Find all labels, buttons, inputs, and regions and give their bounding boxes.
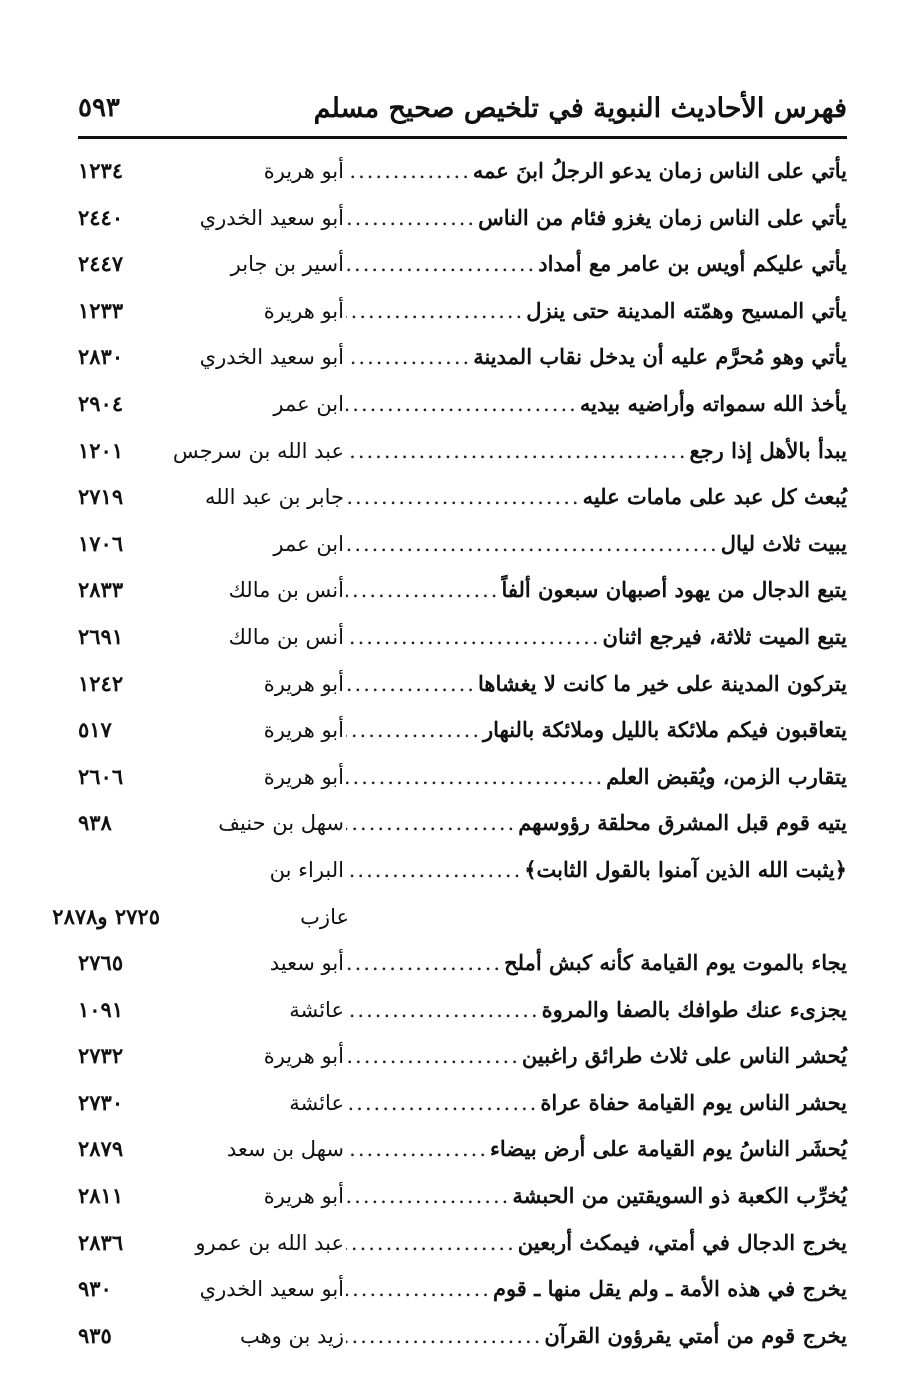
narrator-name: عبد الله بن سرجس (172, 438, 344, 463)
hadith-text: يأتي على الناس زمان يدعو الرجلُ ابنَ عمه (472, 158, 847, 183)
hadith-text: يأخذ الله سمواته وأراضيه بيديه (579, 390, 847, 416)
leader-dots (346, 288, 524, 334)
hadith-number: ٢٦٩١ (78, 623, 124, 649)
hadith-index-list (52, 148, 847, 1359)
hadith-text: يجاء بالموت يوم القيامة كأنه كبش أملح (504, 950, 847, 976)
hadith-number: ٩٣٨ (78, 810, 112, 836)
hadith-text: يخرج الدجال في أمتي، فيمكث أربعين (517, 1229, 847, 1255)
index-row (78, 474, 847, 521)
narrator-name: البراء بن (269, 857, 344, 882)
narrator-name: أنس بن مالك (228, 578, 344, 603)
narrator-name: عازب (300, 904, 349, 929)
hadith-text: يُخرِّب الكعبة ذو السويقتين من الحبشة (512, 1183, 847, 1209)
leader-dots (346, 1313, 542, 1359)
hadith-number: ٢٧٦٥ (78, 950, 124, 976)
narrator-name: أبو هريرة (263, 298, 344, 323)
narrator-name: أبو هريرة (263, 671, 344, 696)
hadith-text: يأتي المسيح وهمّته المدينة حتى ينزل (526, 297, 847, 323)
leader-dots (346, 1173, 510, 1219)
index-row (78, 847, 847, 894)
hadith-number: ٥١٧ (78, 717, 112, 743)
narrator-name: عائشة (289, 997, 344, 1022)
index-row (78, 1033, 847, 1080)
narrator-name: أبو سعيد الخدري (199, 205, 344, 230)
page-header (78, 86, 847, 130)
hadith-number: ٩٣٥ (78, 1322, 112, 1348)
hadith-number: ٢٨١١ (78, 1183, 124, 1209)
leader-dots (346, 614, 601, 660)
leader-dots (346, 148, 471, 194)
hadith-number: ٢٦٠٦ (78, 763, 124, 789)
narrator-name: أبو سعيد (269, 951, 344, 976)
index-row (78, 1266, 847, 1313)
narrator-name: أبو هريرة (263, 1184, 344, 1209)
index-row (78, 195, 847, 242)
page-number: ٥٩٣ (78, 93, 120, 123)
leader-dots (346, 1033, 520, 1079)
narrator-name: أبو سعيد الخدري (199, 1277, 344, 1302)
hadith-text: يتعاقبون فيكم ملائكة بالليل وملائكة بالنهار (483, 717, 847, 743)
index-row (78, 754, 847, 801)
leader-dots (346, 1080, 538, 1126)
index-row (78, 940, 847, 987)
index-row (78, 1173, 847, 1220)
index-row (52, 894, 847, 941)
index-row (78, 1220, 847, 1267)
hadith-text: يتقارب الزمن، ويُقبض العلم (606, 763, 847, 789)
hadith-number: ١٢٣٤ (78, 158, 124, 183)
leader-dots (346, 241, 536, 287)
narrator-name: أبو سعيد الخدري (199, 345, 344, 370)
leader-dots (346, 334, 471, 380)
narrator-name: سهل بن سعد (226, 1137, 344, 1162)
index-row (78, 661, 847, 708)
leader-dots (346, 987, 540, 1033)
narrator-name: سهل بن حنيف (218, 811, 344, 836)
hadith-text: يتبع الميت ثلاثة، فيرجع اثنان (602, 623, 847, 649)
hadith-text: ﴿يثبت الله الذين آمنوا بالقول الثابت﴾ (524, 856, 847, 882)
hadith-text: يخرج قوم من أمتي يقرؤون القرآن (544, 1322, 847, 1348)
narrator-name: أسير بن جابر (230, 252, 344, 277)
leader-dots (346, 754, 604, 800)
leader-dots (346, 1266, 491, 1312)
narrator-name: أبو هريرة (263, 764, 344, 789)
hadith-text: يحشر الناس يوم القيامة حفاة عراة (540, 1089, 847, 1115)
hadith-number: ٢٧١٩ (78, 484, 124, 510)
leader-dots (346, 1126, 488, 1172)
leader-dots (346, 521, 719, 567)
hadith-text: يتيه قوم قبل المشرق محلقة رؤوسهم (518, 810, 847, 836)
narrator-name: أبو هريرة (263, 159, 344, 183)
page-title: فهرس الأحاديث النبوية في تلخيص صحيح مسلم (313, 92, 847, 124)
index-row (78, 1080, 847, 1127)
hadith-number: ٢٨٣٣ (78, 577, 124, 603)
hadith-text: يبدأ بالأهل إذا رجع (689, 437, 847, 463)
hadith-number: ١٢٤٢ (78, 670, 124, 696)
hadith-text: يأتي على الناس زمان يغزو فئام من الناس (478, 204, 847, 230)
narrator-name: عبد الله بن عمرو (195, 1230, 344, 1255)
hadith-number: ١٢٠١ (78, 437, 124, 463)
hadith-number: ١٢٣٣ (78, 297, 124, 323)
hadith-number: ٢٤٤٠ (78, 204, 124, 230)
narrator-name: أبو هريرة (263, 718, 344, 743)
narrator-name: زيد بن وهب (239, 1323, 344, 1348)
index-row (78, 567, 847, 614)
hadith-number: ٢٨٧٩ (78, 1136, 124, 1162)
leader-dots (346, 940, 502, 986)
narrator-name: جابر بن عبد الله (204, 485, 344, 510)
hadith-number: ٢٧٣٢ (78, 1043, 124, 1069)
leader-dots (346, 381, 578, 427)
narrator-name: ابن عمر (273, 391, 344, 416)
leader-dots (346, 800, 516, 846)
hadith-text: يأتي وهو مُحرَّم عليه أن يدخل نقاب المدينة (473, 344, 847, 370)
narrator-name: أبو هريرة (263, 1044, 344, 1069)
leader-dots (346, 474, 581, 520)
hadith-number: ٢٩٠٤ (78, 390, 124, 416)
index-row (78, 428, 847, 475)
leader-dots (346, 567, 499, 613)
leader-dots (346, 661, 476, 707)
index-row (78, 241, 847, 288)
leader-dots (346, 1220, 516, 1266)
hadith-number: ٢٨٣٦ (78, 1229, 124, 1255)
hadith-number: ٢٨٣٠ (78, 344, 124, 370)
leader-dots (346, 195, 476, 241)
hadith-number: ٢٧٢٥ و٢٨٧٨ (52, 903, 160, 929)
index-row (78, 614, 847, 661)
narrator-name: أنس بن مالك (228, 624, 344, 649)
index-row (78, 987, 847, 1034)
leader-dots (174, 894, 175, 940)
index-row (78, 800, 847, 847)
index-row (78, 148, 847, 195)
hadith-number: ١٧٠٦ (78, 530, 124, 556)
index-row (78, 1313, 847, 1360)
narrator-name: ابن عمر (273, 531, 344, 556)
hadith-text: يُحشر الناس على ثلاث طرائق راغبين (521, 1043, 847, 1069)
hadith-text: يُحشَر الناسُ يوم القيامة على أرض بيضاء (490, 1136, 847, 1162)
hadith-text: يتبع الدجال من يهود أصبهان سبعون ألفاً (501, 577, 847, 603)
index-row (78, 288, 847, 335)
hadith-number: ٩٣٠ (78, 1276, 112, 1302)
hadith-text: يتركون المدينة على خير ما كانت لا يغشاها (477, 670, 847, 696)
hadith-number: ١٠٩١ (78, 996, 124, 1022)
hadith-text: يخرج في هذه الأمة ـ ولم يقل منها ـ قوم (492, 1276, 847, 1302)
index-row (78, 707, 847, 754)
narrator-name: عائشة (289, 1090, 344, 1115)
index-row (78, 1126, 847, 1173)
hadith-text: يجزىء عنك طوافك بالصفا والمروة (541, 996, 847, 1022)
index-row (78, 521, 847, 568)
index-row (78, 381, 847, 428)
index-row (78, 334, 847, 381)
leader-dots (346, 707, 481, 753)
hadith-text: يُبعث كل عبد على مامات عليه (582, 484, 847, 510)
header-rule (78, 136, 847, 139)
leader-dots (346, 847, 522, 893)
hadith-number: ٢٤٤٧ (78, 251, 124, 277)
hadith-text: يأتي عليكم أويس بن عامر مع أمداد (538, 251, 847, 277)
hadith-text: يبيت ثلاث ليال (720, 530, 847, 556)
hadith-number: ٢٧٣٠ (78, 1089, 124, 1115)
leader-dots (346, 428, 688, 474)
